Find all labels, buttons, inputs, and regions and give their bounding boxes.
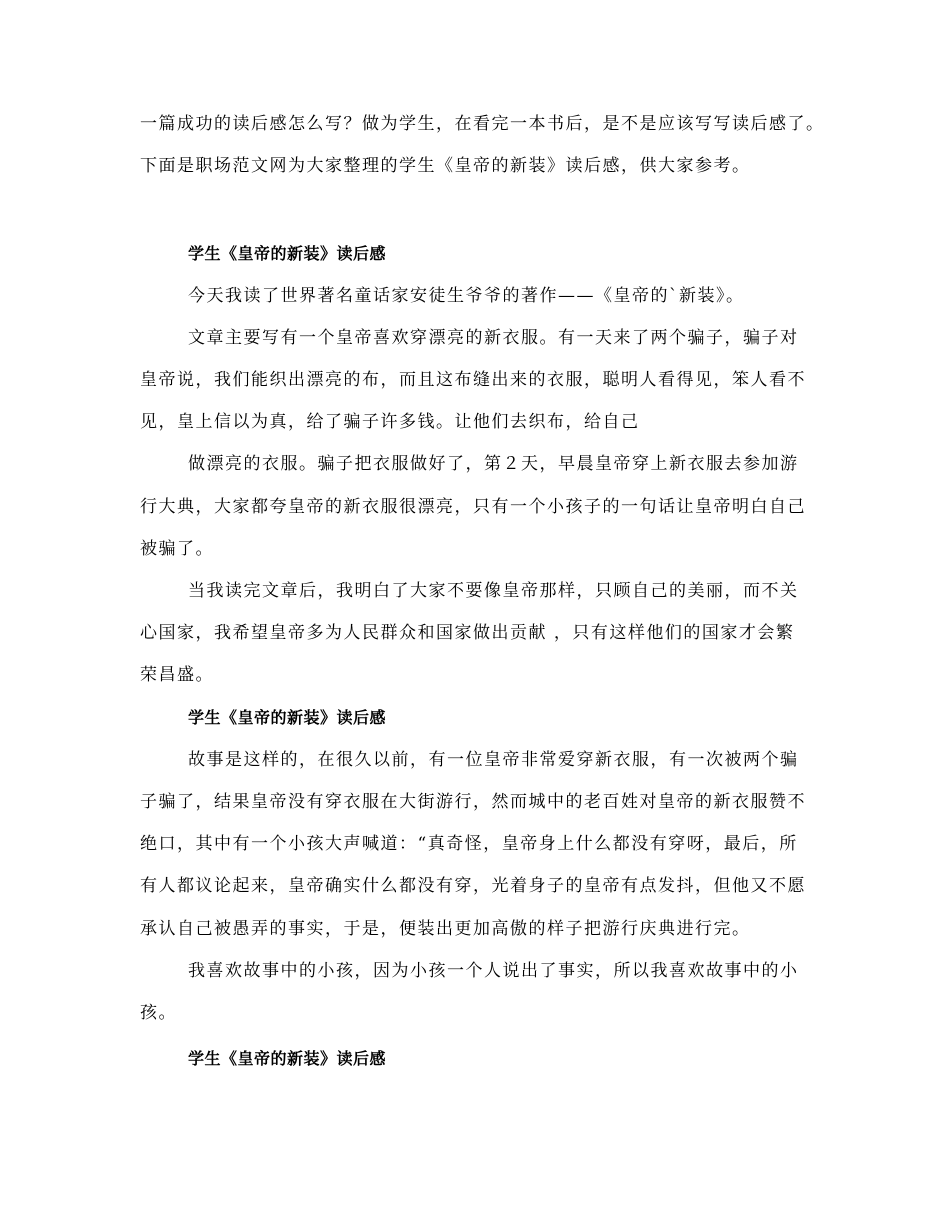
- paragraph-line: 见，皇上信以为真，给了骗子许多钱。让他们去织布，给自己: [140, 412, 640, 432]
- section-heading: 学生《皇帝的新装》读后感: [188, 244, 387, 263]
- paragraph-line: 被骗了。: [140, 539, 214, 559]
- paragraph-line: 做漂亮的衣服。骗子把衣服做好了，第２天，早晨皇帝穿上新衣服去参加游: [188, 454, 799, 474]
- paragraph-line: 我喜欢故事中的小孩，因为小孩一个人说出了事实，所以我喜欢故事中的小: [188, 961, 799, 981]
- paragraph-line: 承认自己被愚弄的事实，于是，便装出更加高傲的样子把游行庆典进行完。: [140, 919, 751, 939]
- intro-line: 下面是职场范文网为大家整理的学生《皇帝的新装》读后感，供大家参考。: [140, 156, 751, 176]
- intro-line: 一篇成功的读后感怎么写？做为学生，在看完一本书后，是不是应该写写读后感了。: [140, 114, 825, 134]
- paragraph-line: 心国家，我希望皇帝多为人民群众和国家做出贡献 ，只有这样他们的国家才会繁: [140, 623, 795, 643]
- paragraph-line: 有人都议论起来，皇帝确实什么都没有穿，光着身子的皇帝有点发抖，但他又不愿: [140, 876, 806, 896]
- paragraph-line: 故事是这样的，在很久以前，有一位皇帝非常爱穿新衣服，有一次被两个骗: [188, 750, 799, 770]
- paragraph-line: 子骗了，结果皇帝没有穿衣服在大街游行，然而城中的老百姓对皇帝的新衣服赞不: [140, 792, 806, 812]
- paragraph-line: 绝口，其中有一个小孩大声喊道：“真奇怪，皇帝身上什么都没有穿呀，最后，所: [140, 834, 798, 854]
- paragraph-line: 行大典，大家都夸皇帝的新衣服很漂亮，只有一个小孩子的一句话让皇帝明白自己: [140, 497, 806, 517]
- paragraph-line: 皇帝说，我们能织出漂亮的布，而且这布缝出来的衣服，聪明人看得见，笨人看不: [140, 370, 806, 390]
- paragraph-line: 孩。: [140, 1003, 177, 1023]
- paragraph-line: 荣昌盛。: [140, 665, 214, 685]
- section-heading: 学生《皇帝的新装》读后感: [188, 708, 387, 727]
- paragraph-line: 文章主要写有一个皇帝喜欢穿漂亮的新衣服。有一天来了两个骗子，骗子对: [188, 328, 799, 348]
- paragraph-line: 今天我读了世界著名童话家安徒生爷爷的著作——《皇帝的`新装》。: [188, 286, 745, 306]
- paragraph-line: 当我读完文章后，我明白了大家不要像皇帝那样，只顾自己的美丽，而不关: [188, 581, 799, 601]
- section-heading: 学生《皇帝的新装》读后感: [188, 1049, 387, 1068]
